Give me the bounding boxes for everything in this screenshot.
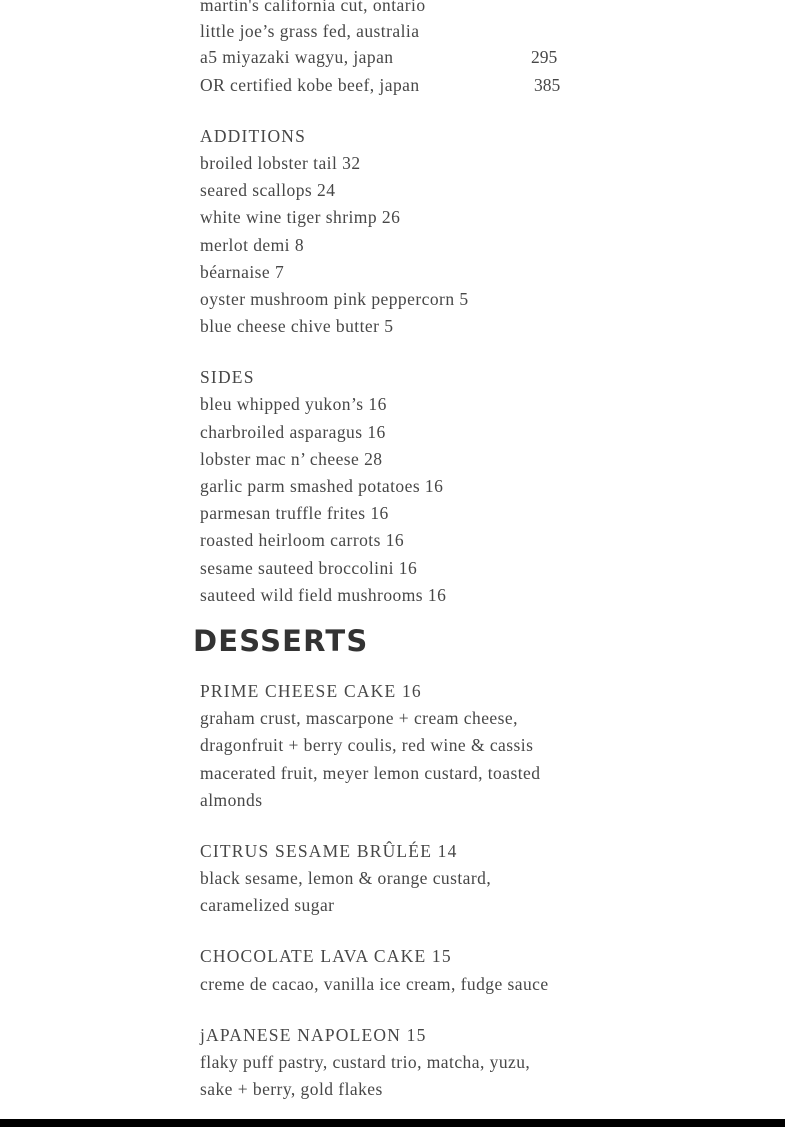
side-item: lobster mac n’ cheese 28 (200, 449, 383, 469)
addition-item: broiled lobster tail 32 (200, 153, 361, 173)
steak-price: 295 (531, 47, 558, 67)
side-item: sesame sauteed broccolini 16 (200, 558, 418, 578)
addition-item: oyster mushroom pink peppercorn 5 (200, 289, 469, 309)
dessert-title: CITRUS SESAME BRÛLÉE 14 (200, 841, 458, 861)
dessert-description: sake + berry, gold flakes (200, 1079, 383, 1099)
desserts-heading: DESSERTS (193, 624, 369, 658)
side-item: parmesan truffle frites 16 (200, 503, 389, 523)
steak-item: a5 miyazaki wagyu, japan (200, 47, 394, 67)
dessert-description: caramelized sugar (200, 895, 335, 915)
additions-title: ADDITIONS (200, 126, 307, 146)
addition-item: merlot demi 8 (200, 235, 305, 255)
side-item: bleu whipped yukon’s 16 (200, 394, 387, 414)
steak-item: little joe’s grass fed, australia (200, 21, 420, 41)
addition-item: white wine tiger shrimp 26 (200, 207, 401, 227)
dessert-title: PRIME CHEESE CAKE 16 (200, 681, 422, 701)
side-item: sauteed wild field mushrooms 16 (200, 585, 447, 605)
addition-item: blue cheese chive butter 5 (200, 316, 394, 336)
dessert-description: macerated fruit, meyer lemon custard, toasted (200, 763, 541, 783)
dessert-description: graham crust, mascarpone + cream cheese, (200, 708, 518, 728)
steak-price: 385 (534, 75, 561, 95)
dessert-description: black sesame, lemon & orange custard, (200, 868, 492, 888)
side-item: roasted heirloom carrots 16 (200, 530, 405, 550)
addition-item: béarnaise 7 (200, 262, 285, 282)
steak-item: martin's california cut, ontario (200, 0, 426, 15)
dessert-description: flaky puff pastry, custard trio, matcha, yuzu, (200, 1052, 531, 1072)
side-item: charbroiled asparagus 16 (200, 422, 386, 442)
sides-title: SIDES (200, 367, 255, 387)
dessert-description: almonds (200, 790, 263, 810)
addition-item: seared scallops 24 (200, 180, 336, 200)
dessert-description: creme de cacao, vanilla ice cream, fudge sauce (200, 974, 549, 994)
bottom-bar (0, 1119, 785, 1127)
side-item: garlic parm smashed potatoes 16 (200, 476, 444, 496)
dessert-description: dragonfruit + berry coulis, red wine & cassis (200, 735, 534, 755)
dessert-title: jAPANESE NAPOLEON 15 (200, 1025, 427, 1045)
steak-item: OR certified kobe beef, japan (200, 75, 420, 95)
dessert-title: CHOCOLATE LAVA CAKE 15 (200, 946, 452, 966)
